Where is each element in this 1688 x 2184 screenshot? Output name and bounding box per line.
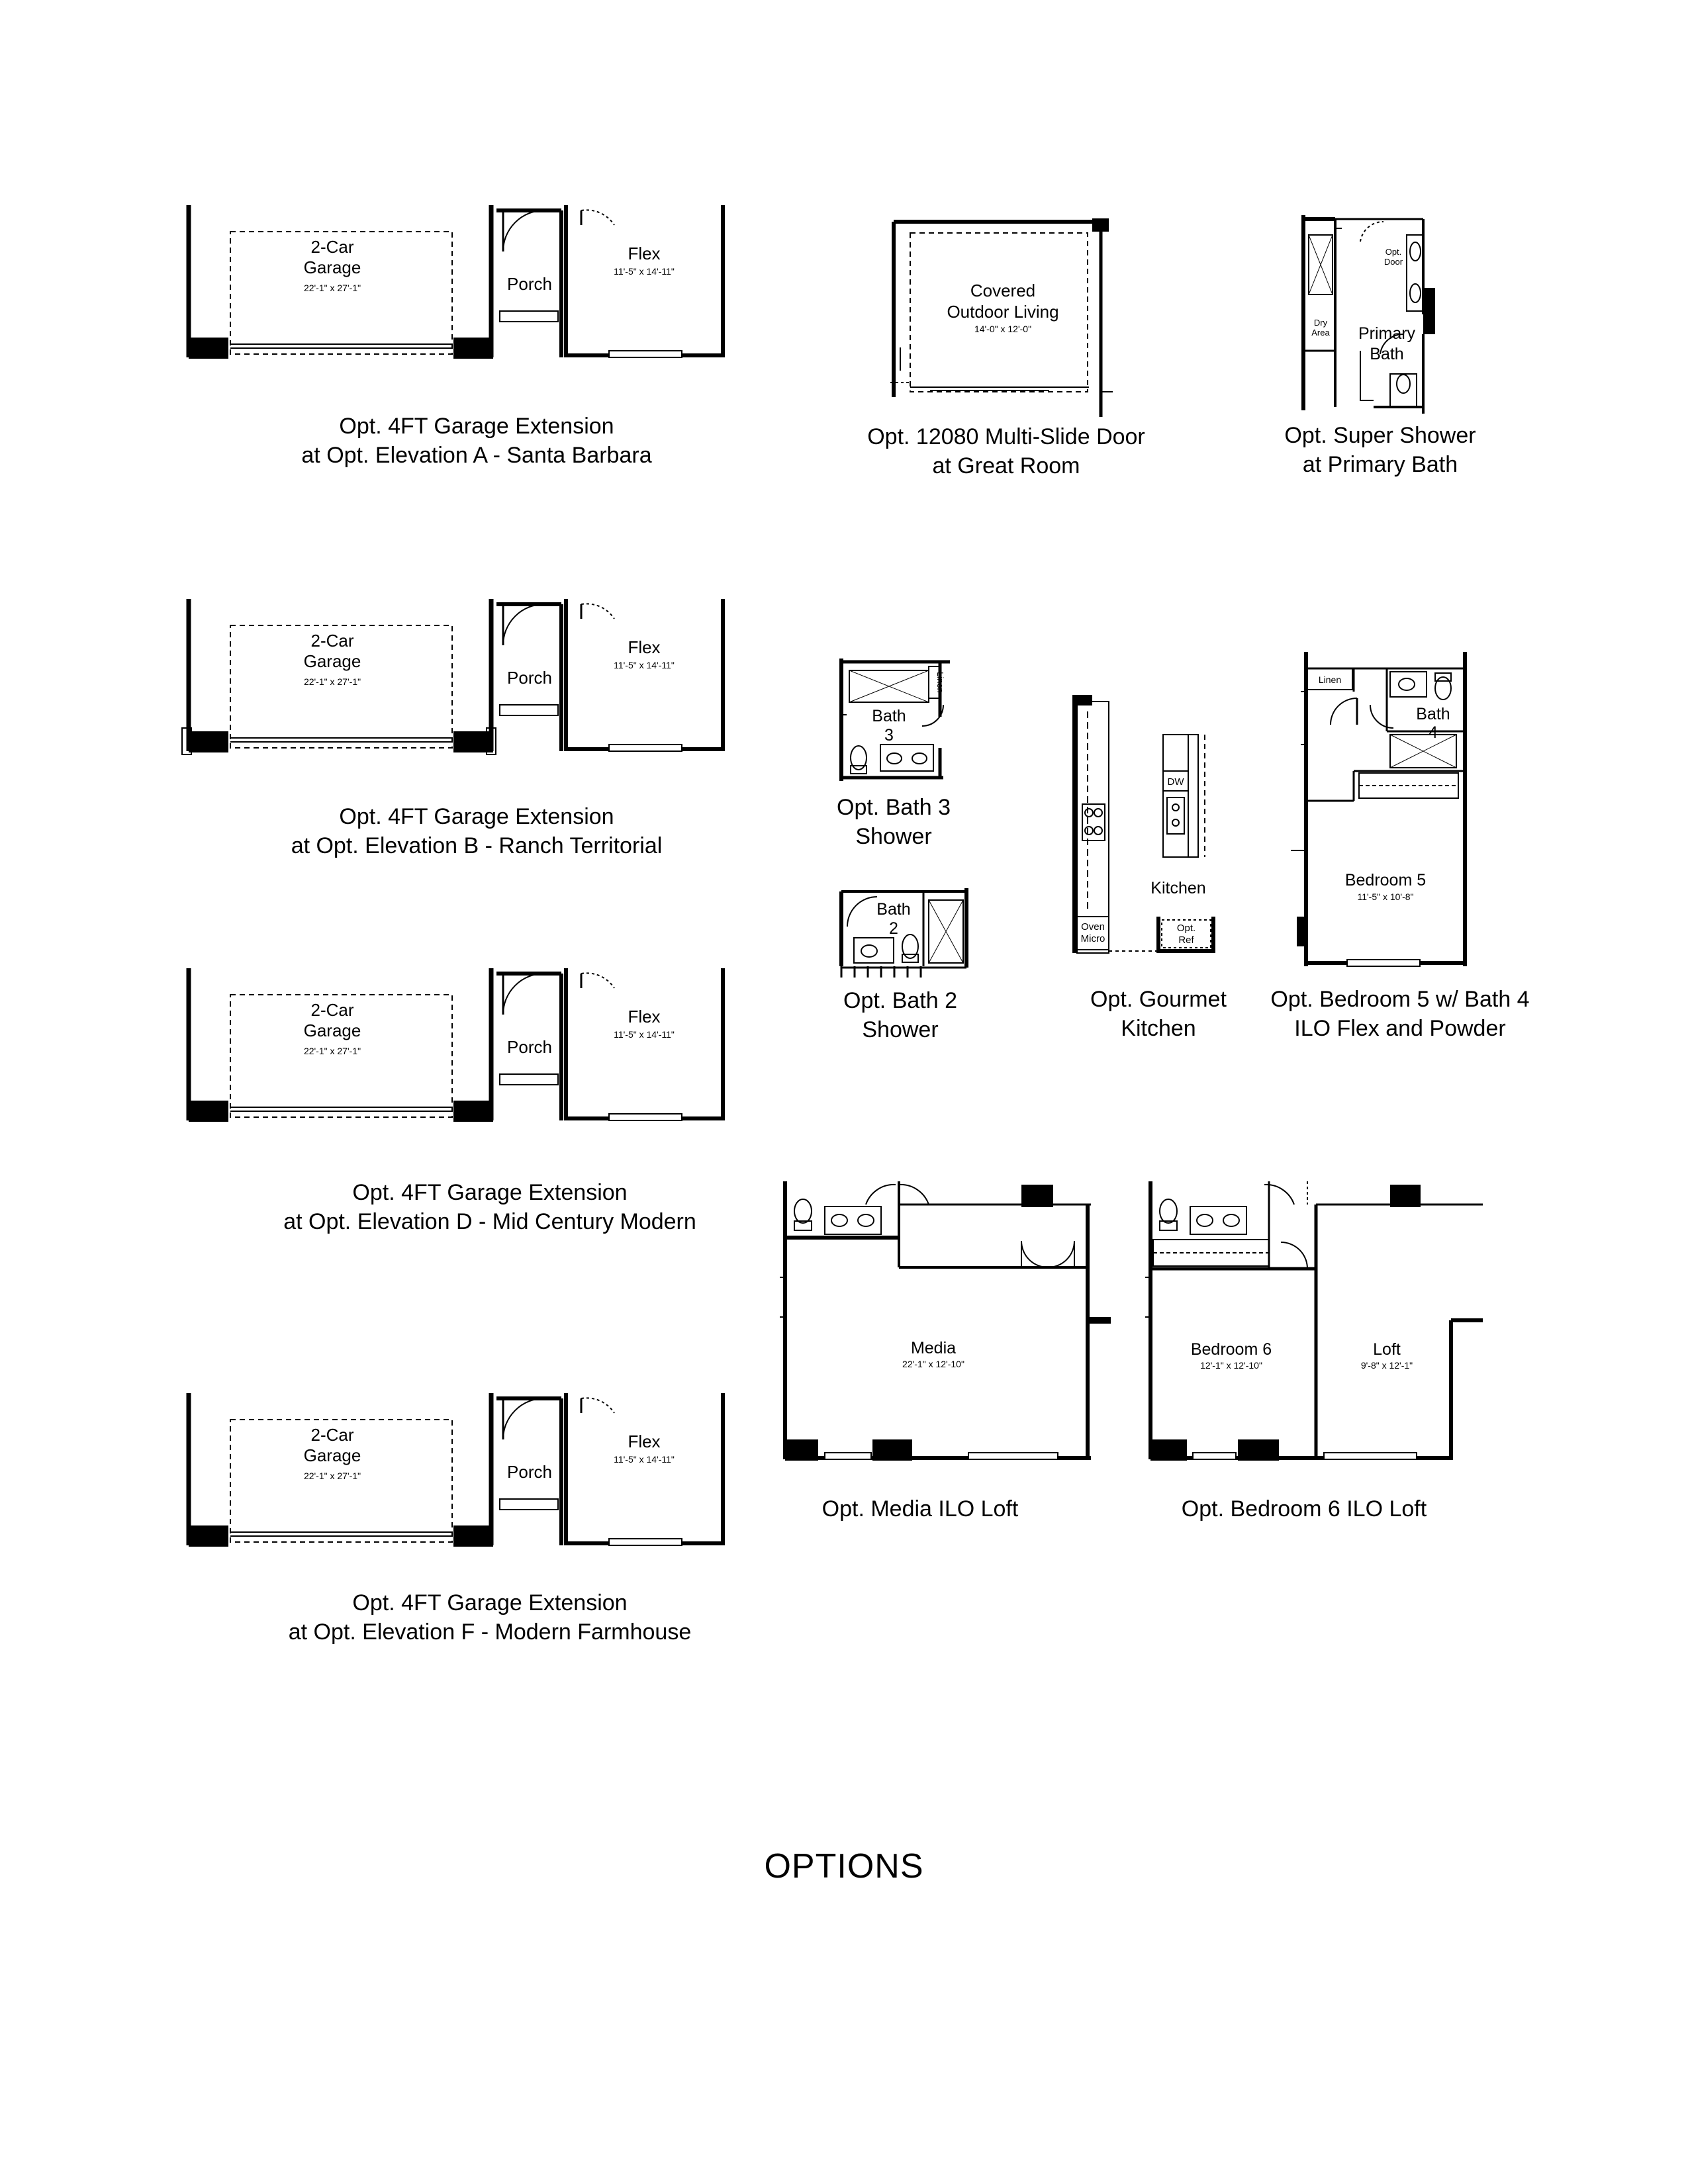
media-label: Media bbox=[910, 1339, 957, 1357]
opt-door-label-line2: Door bbox=[1383, 257, 1403, 267]
kitchen-label: Kitchen bbox=[1150, 879, 1206, 897]
bath2-label-line1: Bath bbox=[876, 900, 911, 919]
outdoor-living-label-line1: Covered bbox=[970, 281, 1036, 300]
porch-label: Porch bbox=[507, 274, 552, 294]
linen-label: Linen bbox=[935, 672, 945, 693]
caption-super-shower bbox=[1248, 421, 1513, 479]
flex-dimension: 11'-5" x 14'-11" bbox=[614, 660, 675, 670]
bath3-label-line2: 3 bbox=[884, 726, 894, 745]
oven-label-line2: Micro bbox=[1080, 933, 1105, 944]
flex-label: Flex bbox=[628, 1432, 661, 1451]
bath4-label-line2: 4 bbox=[1429, 723, 1438, 742]
caption-line: Shower bbox=[855, 824, 932, 849]
caption-line: at Opt. Elevation D - Mid Century Modern bbox=[283, 1209, 696, 1234]
garage-label-line2: Garage bbox=[303, 1445, 361, 1465]
garage-label-line1: 2-Car bbox=[310, 1425, 354, 1445]
flex-dimension: 11'-5" x 14'-11" bbox=[614, 266, 675, 277]
bath3-label-line1: Bath bbox=[872, 707, 906, 725]
flex-dimension: 11'-5" x 14'-11" bbox=[614, 1029, 675, 1040]
caption-bedroom6 bbox=[1152, 1494, 1456, 1524]
primary-bath-label-line1: Primary bbox=[1358, 324, 1416, 343]
caption-line: Opt. Bedroom 5 w/ Bath 4 bbox=[1270, 987, 1530, 1012]
garage-label-line1: 2-Car bbox=[310, 1000, 354, 1020]
bedroom6-label: Bedroom 6 bbox=[1190, 1340, 1272, 1359]
caption-line: Opt. 4FT Garage Extension bbox=[352, 1590, 628, 1615]
flex-label: Flex bbox=[628, 244, 661, 263]
bedroom5-dimension: 11'-5" x 10'-8" bbox=[1357, 891, 1414, 902]
caption-line: Opt. Bath 3 bbox=[837, 795, 951, 820]
garage-label-line2: Garage bbox=[303, 257, 361, 277]
flex-label: Flex bbox=[628, 637, 661, 657]
multi-slide-door-plan bbox=[890, 218, 1113, 417]
porch-label: Porch bbox=[507, 1462, 552, 1482]
caption-line: Opt. 4FT Garage Extension bbox=[339, 804, 614, 829]
caption-line: Opt. Gourmet bbox=[1090, 987, 1227, 1012]
caption-line: at Opt. Elevation F - Modern Farmhouse bbox=[288, 1619, 692, 1645]
caption-line: Opt. 4FT Garage Extension bbox=[339, 414, 614, 439]
garage-label-line2: Garage bbox=[303, 651, 361, 671]
caption-line: Opt. 12080 Multi-Slide Door bbox=[867, 424, 1145, 449]
caption-garage-d bbox=[271, 1178, 708, 1236]
dry-area-label-line1: Dry bbox=[1313, 318, 1328, 328]
caption-line: Opt. Bath 2 bbox=[843, 988, 957, 1013]
caption-multislide bbox=[834, 422, 1178, 480]
garage-label-line1: 2-Car bbox=[310, 237, 354, 257]
bedroom5-bath4-plan bbox=[1291, 652, 1465, 966]
bedroom6-dimension: 12'-1" x 12'-10" bbox=[1200, 1360, 1262, 1371]
garage-extension-plan-f bbox=[185, 1393, 728, 1547]
caption-line: at Opt. Elevation B - Ranch Territorial bbox=[291, 833, 663, 858]
opt-ref-label-line2: Ref bbox=[1178, 934, 1194, 946]
caption-bath2 bbox=[814, 986, 986, 1044]
caption-line: Shower bbox=[862, 1017, 939, 1042]
caption-line: Opt. Super Shower bbox=[1284, 423, 1476, 448]
garage-dimension: 22'-1" x 27'-1" bbox=[303, 676, 361, 687]
garage-extension-plan-a bbox=[185, 205, 728, 359]
caption-line: at Opt. Elevation A - Santa Barbara bbox=[301, 443, 652, 468]
bath2-label-line2: 2 bbox=[889, 919, 898, 938]
caption-line: ILO Flex and Powder bbox=[1294, 1016, 1506, 1041]
flex-label: Flex bbox=[628, 1007, 661, 1026]
caption-line: Kitchen bbox=[1121, 1016, 1196, 1041]
caption-garage-f bbox=[271, 1588, 708, 1647]
dry-area-label-line2: Area bbox=[1311, 328, 1330, 338]
garage-dimension: 22'-1" x 27'-1" bbox=[303, 283, 361, 293]
caption-line: Opt. Media ILO Loft bbox=[821, 1496, 1019, 1522]
garage-label-line1: 2-Car bbox=[310, 631, 354, 651]
opt-ref-label-line1: Opt. bbox=[1176, 923, 1196, 934]
bath4-label-line1: Bath bbox=[1416, 705, 1450, 723]
garage-extension-plan-d bbox=[185, 968, 728, 1122]
caption-line: at Primary Bath bbox=[1302, 452, 1458, 477]
loft-label: Loft bbox=[1373, 1340, 1401, 1359]
garage-label-line2: Garage bbox=[303, 1021, 361, 1040]
outdoor-living-label-line2: Outdoor Living bbox=[947, 302, 1059, 322]
garage-dimension: 22'-1" x 27'-1" bbox=[303, 1471, 361, 1481]
dishwasher-label: DW bbox=[1167, 776, 1184, 788]
opt-door-label-line1: Opt. bbox=[1385, 247, 1402, 257]
caption-media bbox=[788, 1494, 1053, 1524]
caption-line: at Great Room bbox=[932, 453, 1080, 478]
caption-bedroom5 bbox=[1244, 985, 1556, 1043]
bath3-shower-plan bbox=[841, 659, 950, 781]
porch-label: Porch bbox=[507, 668, 552, 688]
gourmet-kitchen-plan bbox=[1072, 695, 1215, 953]
caption-line: Opt. 4FT Garage Extension bbox=[352, 1180, 628, 1205]
caption-garage-b bbox=[265, 802, 688, 860]
sheet-title: OPTIONS bbox=[764, 1847, 924, 1886]
outdoor-living-dimension: 14'-0" x 12'-0" bbox=[974, 324, 1032, 334]
caption-bath3 bbox=[808, 793, 980, 851]
media-plan bbox=[780, 1181, 1111, 1461]
bath2-shower-plan bbox=[841, 888, 966, 978]
oven-label-line1: Oven bbox=[1081, 921, 1105, 933]
super-shower-plan bbox=[1303, 215, 1435, 414]
garage-extension-plan-b bbox=[182, 599, 728, 754]
linen-label: Linen bbox=[1318, 674, 1342, 685]
media-dimension: 22'-1" x 12'-10" bbox=[902, 1359, 964, 1369]
bedroom5-label: Bedroom 5 bbox=[1344, 871, 1427, 889]
caption-kitchen bbox=[1059, 985, 1258, 1043]
porch-label: Porch bbox=[507, 1037, 552, 1057]
loft-dimension: 9'-8" x 12'-1" bbox=[1360, 1360, 1413, 1371]
bedroom6-plan bbox=[1145, 1181, 1483, 1461]
flex-dimension: 11'-5" x 14'-11" bbox=[614, 1454, 675, 1465]
primary-bath-label-line2: Bath bbox=[1370, 345, 1404, 363]
garage-dimension: 22'-1" x 27'-1" bbox=[303, 1046, 361, 1056]
caption-garage-a bbox=[278, 412, 675, 470]
caption-line: Opt. Bedroom 6 ILO Loft bbox=[1181, 1496, 1427, 1522]
